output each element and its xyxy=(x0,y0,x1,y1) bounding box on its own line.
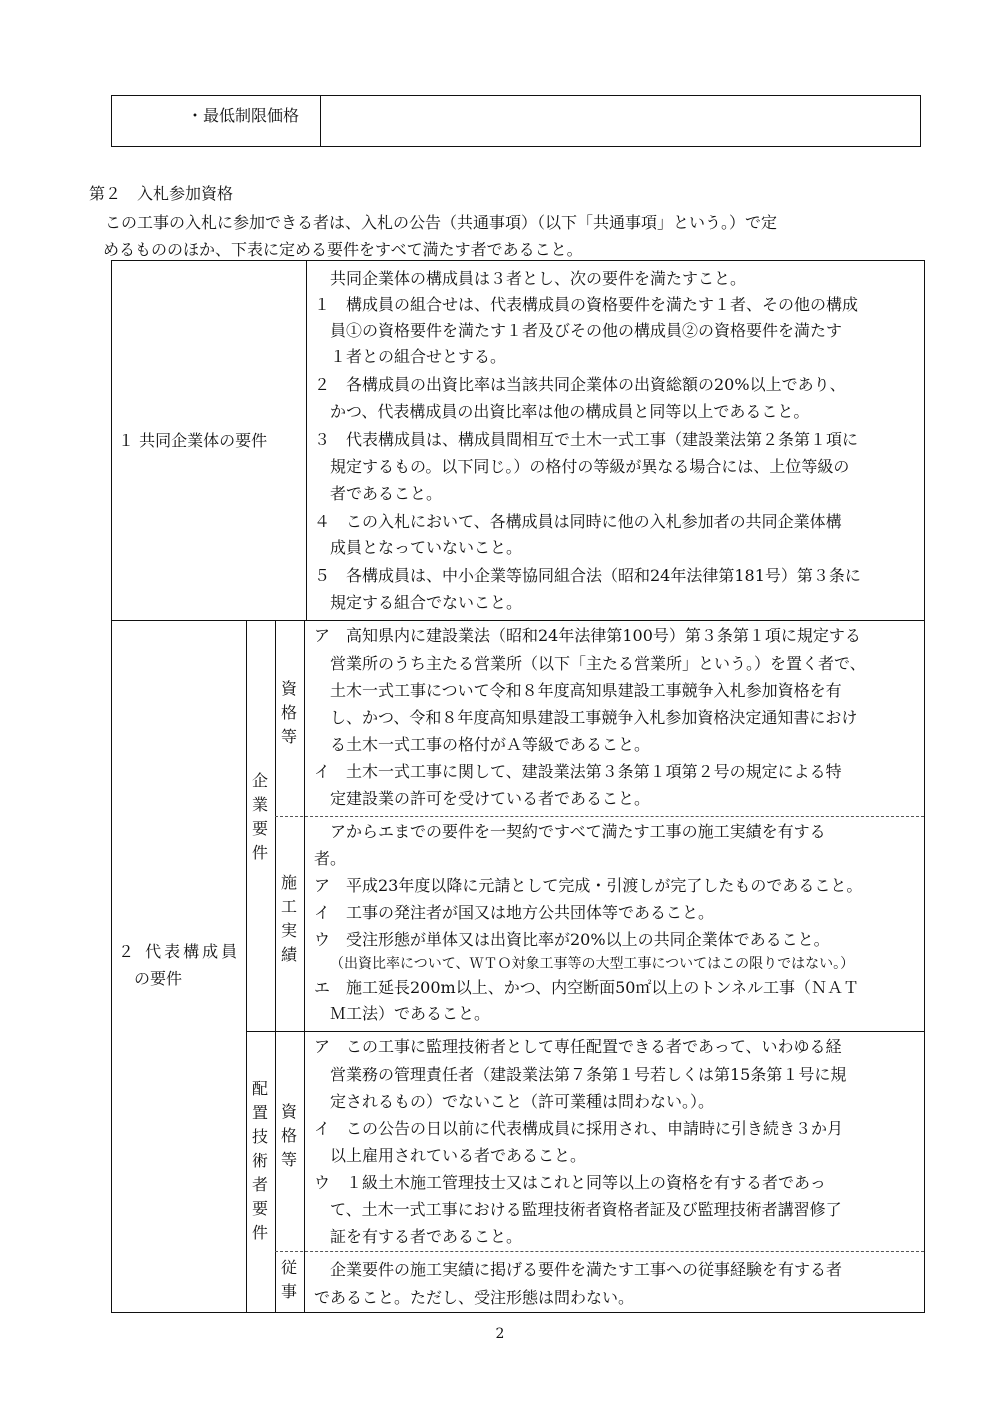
text-line: ウ １級土木施工管理技士又はこれと同等以上の資格を有する者であっ xyxy=(314,1173,826,1192)
sublabel-divider-left xyxy=(275,620,276,1312)
section-heading: 第２ 入札参加資格 xyxy=(89,184,234,203)
row1-line: 共同企業体の構成員は３者とし、次の要件を満たすこと。 xyxy=(314,269,747,288)
row2-label-line1: ２ 代表構成員 xyxy=(118,942,241,961)
row2-label-line2: の要件 xyxy=(134,969,183,988)
row1-label: １ 共同企業体の要件 xyxy=(118,431,268,450)
text-line: 以上雇用されている者であること。 xyxy=(314,1146,587,1165)
text-line: アからエまでの要件を一契約ですべて満たす工事の施工実績を有する xyxy=(314,822,826,841)
row1-divider xyxy=(306,261,307,620)
row1-line: ５ 各構成員は、中小企業等協同組合法（昭和24年法律第181号）第３条に xyxy=(314,566,861,585)
text-line: 証を有する者であること。 xyxy=(314,1227,523,1246)
text-line: ア この工事に監理技術者として専任配置できる者であって、いわゆる経 xyxy=(314,1037,842,1056)
text-line: （出資比率について、ＷＴＯ対象工事等の大型工事についてはこの限りではない。） xyxy=(330,956,855,972)
group-separator xyxy=(246,1031,924,1032)
text-line: る土木一式工事の格付がＡ等級であること。 xyxy=(314,735,651,754)
text-line: であること。ただし、受注形態は問わない。 xyxy=(314,1288,635,1307)
text-line: 営業所のうち主たる営業所（以下「主たる営業所」という。）を置く者で、 xyxy=(314,654,866,673)
company-sub-separator xyxy=(275,816,924,817)
row1-line: 規定する組合でないこと。 xyxy=(314,593,523,612)
text-line: 土木一式工事について令和８年度高知県建設工事競争入札参加資格を有 xyxy=(314,681,842,700)
group-divider xyxy=(246,620,247,1312)
row1-line: かつ、代表構成員の出資比率は他の構成員と同等以上であること。 xyxy=(314,402,810,421)
text-line: 定されるもの）でないこと（許可業種は問わない。）。 xyxy=(314,1092,715,1111)
row1-line: 規定するもの。以下同じ。）の格付の等級が異なる場合には、上位等級の xyxy=(314,457,850,476)
sublabel-divider-right xyxy=(304,620,305,1312)
text-line: て、土木一式工事における監理技術者資格者証及び監理技術者講習修了 xyxy=(314,1200,842,1219)
text-line: ア 平成23年度以降に元請として完成・引渡しが完了したものであること。 xyxy=(314,876,863,895)
row1-line: ２ 各構成員の出資比率は当該共同企業体の出資総額の20%以上であり、 xyxy=(314,375,846,394)
company-requirements-label: 企 業 要 件 xyxy=(251,771,268,862)
row-separator xyxy=(112,620,924,621)
engineer-qualification-label: 資 格 等 xyxy=(280,1102,297,1169)
text-line: イ 土木一式工事に関して、建設業法第３条第１項第２号の規定による特 xyxy=(314,762,842,781)
row1-line: 員①の資格要件を満たす１者及びその他の構成員②の資格要件を満たす xyxy=(314,321,843,340)
company-record-label: 施 工 実 績 xyxy=(280,873,297,964)
cell-divider xyxy=(320,96,321,146)
text-line: イ 工事の発注者が国又は地方公共団体等であること。 xyxy=(314,903,715,922)
company-qualification-label: 資 格 等 xyxy=(280,679,297,746)
row1-line: 者であること。 xyxy=(314,484,443,503)
row1-line: １ 構成員の組合せは、代表構成員の資格要件を満たす１者、その他の構成 xyxy=(314,295,859,314)
row1-line: １者との組合せとする。 xyxy=(314,347,507,366)
text-line: 定建設業の許可を受けている者であること。 xyxy=(314,789,651,808)
text-line: エ 施工延長200m以上、かつ、内空断面50㎡以上のトンネル工事（ＮＡＴ xyxy=(314,978,859,997)
text-line: ア 高知県内に建設業法（昭和24年法律第100号）第３条第１項に規定する xyxy=(314,626,861,645)
text-line: し、かつ、令和８年度高知県建設工事競争入札参加資格決定通知書におけ xyxy=(314,708,858,727)
min-price-row xyxy=(111,95,921,147)
row1-line: ４ この入札において、各構成員は同時に他の入札参加者の共同企業体構 xyxy=(314,512,842,531)
engineer-requirements-label: 配 置 技 術 者 要 件 xyxy=(251,1079,268,1242)
row1-line: 成員となっていないこと。 xyxy=(314,538,523,557)
text-line: 者。 xyxy=(314,849,347,868)
intro-line-1: この工事の入札に参加できる者は、入札の公告（共通事項）（以下「共通事項」という。）で定 xyxy=(89,213,778,232)
page-number: 2 xyxy=(495,1326,505,1342)
text-line: ウ 受注形態が単体又は出資比率が20%以上の共同企業体であること。 xyxy=(314,930,830,949)
text-line: 営業務の管理責任者（建設業法第７条第１号若しくは第15条第１号に規 xyxy=(314,1065,847,1084)
text-line: Ｍ工法）であること。 xyxy=(314,1004,491,1023)
min-price-label: ・最低制限価格 xyxy=(187,106,300,125)
intro-line-2: めるもののほか、下表に定める要件をすべて満たす者であること。 xyxy=(103,240,583,259)
text-line: 企業要件の施工実績に掲げる要件を満たす工事への従事経験を有する者 xyxy=(314,1260,843,1279)
engineer-sub-separator xyxy=(275,1251,924,1252)
row1-line: ３ 代表構成員は、構成員間相互で土木一式工事（建設業法第２条第１項に xyxy=(314,430,859,449)
text-line: イ この公告の日以前に代表構成員に採用され、申請時に引き続き３か月 xyxy=(314,1119,843,1138)
engineer-experience-label: 従 事 xyxy=(280,1258,297,1301)
